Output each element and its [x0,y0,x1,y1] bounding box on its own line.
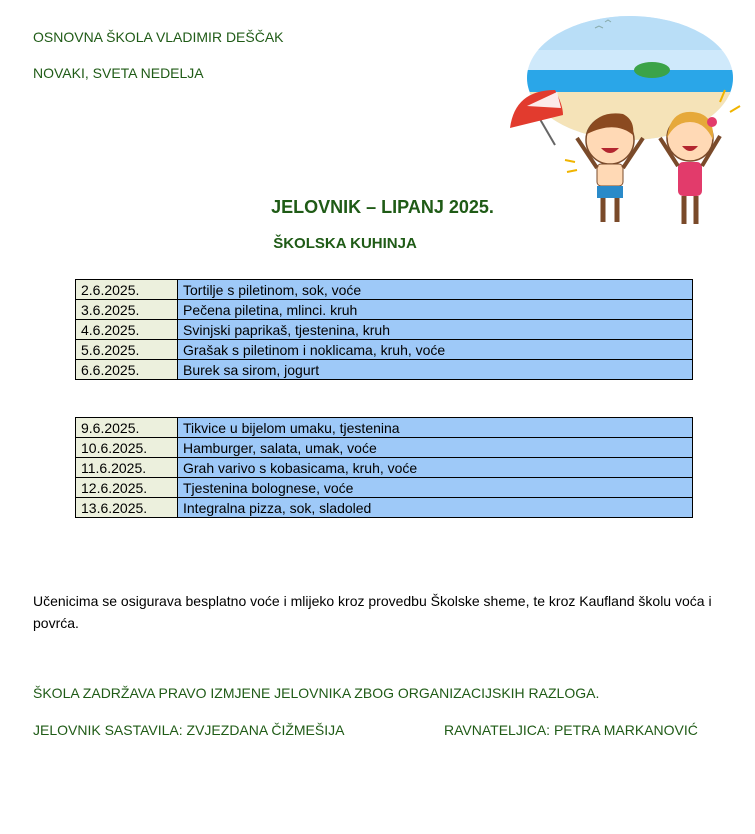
date-cell: 2.6.2025. [76,280,178,300]
table-row [76,280,693,300]
principal-signature: RAVNATELJICA: PETRA MARKANOVIĆ [444,722,698,738]
table-row [76,300,693,320]
menu-table-week1 [75,279,693,380]
date-cell: 5.6.2025. [76,340,178,360]
table-row [76,320,693,340]
meal-cell: Integralna pizza, sok, sladoled [178,498,693,518]
meal-cell: Grašak s piletinom i noklicama, kruh, voće [178,340,693,360]
date-cell: 9.6.2025. [76,418,178,438]
page-title: JELOVNIK – LIPANJ 2025. [271,197,494,217]
meal-cell: Svinjski paprikaš, tjestenina, kruh [178,320,693,340]
meal-cell: Burek sa sirom, jogurt [178,360,693,380]
table-row [76,418,693,438]
date-cell: 12.6.2025. [76,478,178,498]
meal-cell: Hamburger, salata, umak, voće [178,438,693,458]
table-row [76,478,693,498]
table-row [76,340,693,360]
fruit-scheme-note: Učenicima se osigurava besplatno voće i mlijeko kroz provedbu Školske sheme, te kroz Kaufland školu voća i povrća. [33,593,712,631]
date-cell: 6.6.2025. [76,360,178,380]
menu-table-week2 [75,417,693,518]
school-location: NOVAKI, SVETA NEDELJA [33,65,204,81]
date-cell: 11.6.2025. [76,458,178,478]
meal-cell: Grah varivo s kobasicama, kruh, voće [178,458,693,478]
meal-cell: Tjestenina bolognese, voće [178,478,693,498]
meal-cell: Tortilje s piletinom, sok, voće [178,280,693,300]
school-name: OSNOVNA ŠKOLA VLADIMIR DEŠČAK [33,29,284,45]
date-cell: 10.6.2025. [76,438,178,458]
menu-change-disclaimer: ŠKOLA ZADRŽAVA PRAVO IZMJENE JELOVNIKA ZBOG ORGANIZACIJSKIH RAZLOGA. [33,685,600,701]
table-row [76,498,693,518]
date-cell: 4.6.2025. [76,320,178,340]
table-row [76,458,693,478]
page-subtitle: ŠKOLSKA KUHINJA [273,235,417,252]
table-row [76,438,693,458]
menu-author: JELOVNIK SASTAVILA: ZVJEZDANA ČIŽMEŠIJA [33,722,345,738]
date-cell: 3.6.2025. [76,300,178,320]
meal-cell: Pečena piletina, mlinci. kruh [178,300,693,320]
meal-cell: Tikvice u bijelom umaku, tjestenina [178,418,693,438]
table-row [76,360,693,380]
date-cell: 13.6.2025. [76,498,178,518]
